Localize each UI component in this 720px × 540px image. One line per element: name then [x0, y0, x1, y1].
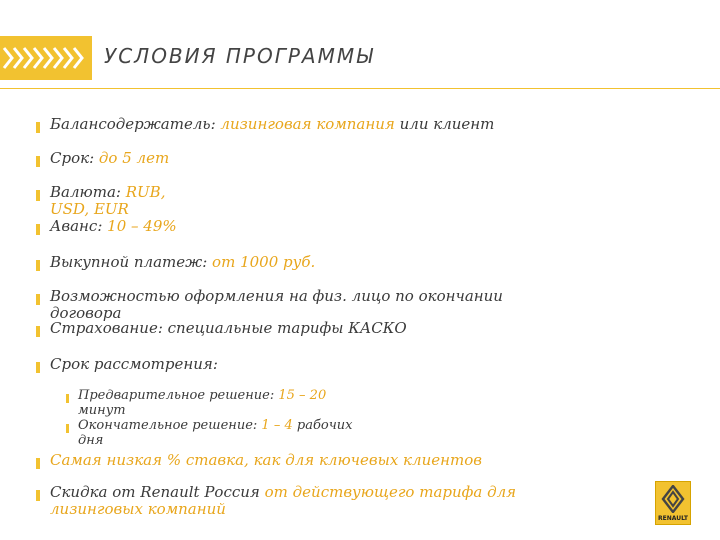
list-item-rate [50, 452, 482, 468]
subitem-value: 15 – 20 [278, 388, 327, 403]
subitem-label-continued: дня [78, 433, 104, 448]
item-value: от 1000 руб. [212, 253, 316, 271]
bullet-marker [36, 122, 40, 133]
item-label: Страхование: специальные тарифы КАСКО [50, 319, 407, 337]
bullet-marker [36, 362, 40, 373]
list-item-discount [50, 484, 516, 500]
item-label-continued: договора [50, 304, 122, 322]
page-title: УСЛОВИЯ ПРОГРАММЫ [104, 44, 375, 68]
chevron-decoration [0, 36, 92, 80]
subitem-tail: рабочих [296, 418, 353, 433]
list-item-term [50, 150, 169, 166]
list-item-buyout [50, 254, 315, 270]
logo-wordmark: RENAULT [658, 515, 688, 522]
list-item-individual [50, 288, 503, 304]
bullet-marker [36, 156, 40, 167]
item-value: 10 – 49% [107, 217, 177, 235]
list-item-review-time [50, 356, 218, 372]
item-value-continued: лизинговых компаний [50, 500, 226, 518]
bullet-marker [36, 458, 40, 469]
title-divider [0, 88, 720, 89]
item-label: Скидка от Renault Россия [50, 483, 260, 501]
item-label: Выкупной платеж: [50, 253, 208, 271]
sub-bullet-marker [66, 424, 69, 433]
item-label: Валюта: [50, 183, 121, 201]
list-item-insurance [50, 320, 407, 336]
item-value: лизинговая компания [220, 115, 395, 133]
renault-logo [655, 481, 691, 525]
bullet-marker [36, 190, 40, 201]
bullet-marker [36, 294, 40, 305]
item-tail: или клиент [399, 115, 495, 133]
item-label: Балансодержатель: [50, 115, 216, 133]
sub-bullet-marker [66, 394, 69, 403]
subitem-preliminary [78, 389, 326, 403]
subitem-value: 1 – 4 [261, 418, 293, 433]
list-item-lessor [50, 116, 494, 132]
subitem-label-continued: минут [78, 403, 126, 418]
item-value-continued: USD, EUR [50, 200, 129, 218]
bullet-marker [36, 326, 40, 337]
bullet-marker [36, 224, 40, 235]
list-item-currency [50, 184, 165, 200]
item-label: Аванс: [50, 217, 103, 235]
item-label: Самая низкая % ставка, как для ключевых клиентов [50, 451, 482, 469]
subitem-label: Окончательное решение: [78, 418, 258, 433]
subitem-final [78, 419, 353, 433]
subitem-label: Предварительное решение: [78, 388, 275, 403]
item-label: Возможностью оформления на физ. лицо по окончании [50, 287, 503, 305]
item-value: от действующего тарифа для [264, 483, 517, 501]
item-value: до 5 лет [98, 149, 170, 167]
list-item-advance [50, 218, 177, 234]
item-label: Срок: [50, 149, 95, 167]
item-label: Срок рассмотрения: [50, 355, 218, 373]
bullet-marker [36, 490, 40, 501]
bullet-marker [36, 260, 40, 271]
item-value: RUB, [125, 183, 166, 201]
